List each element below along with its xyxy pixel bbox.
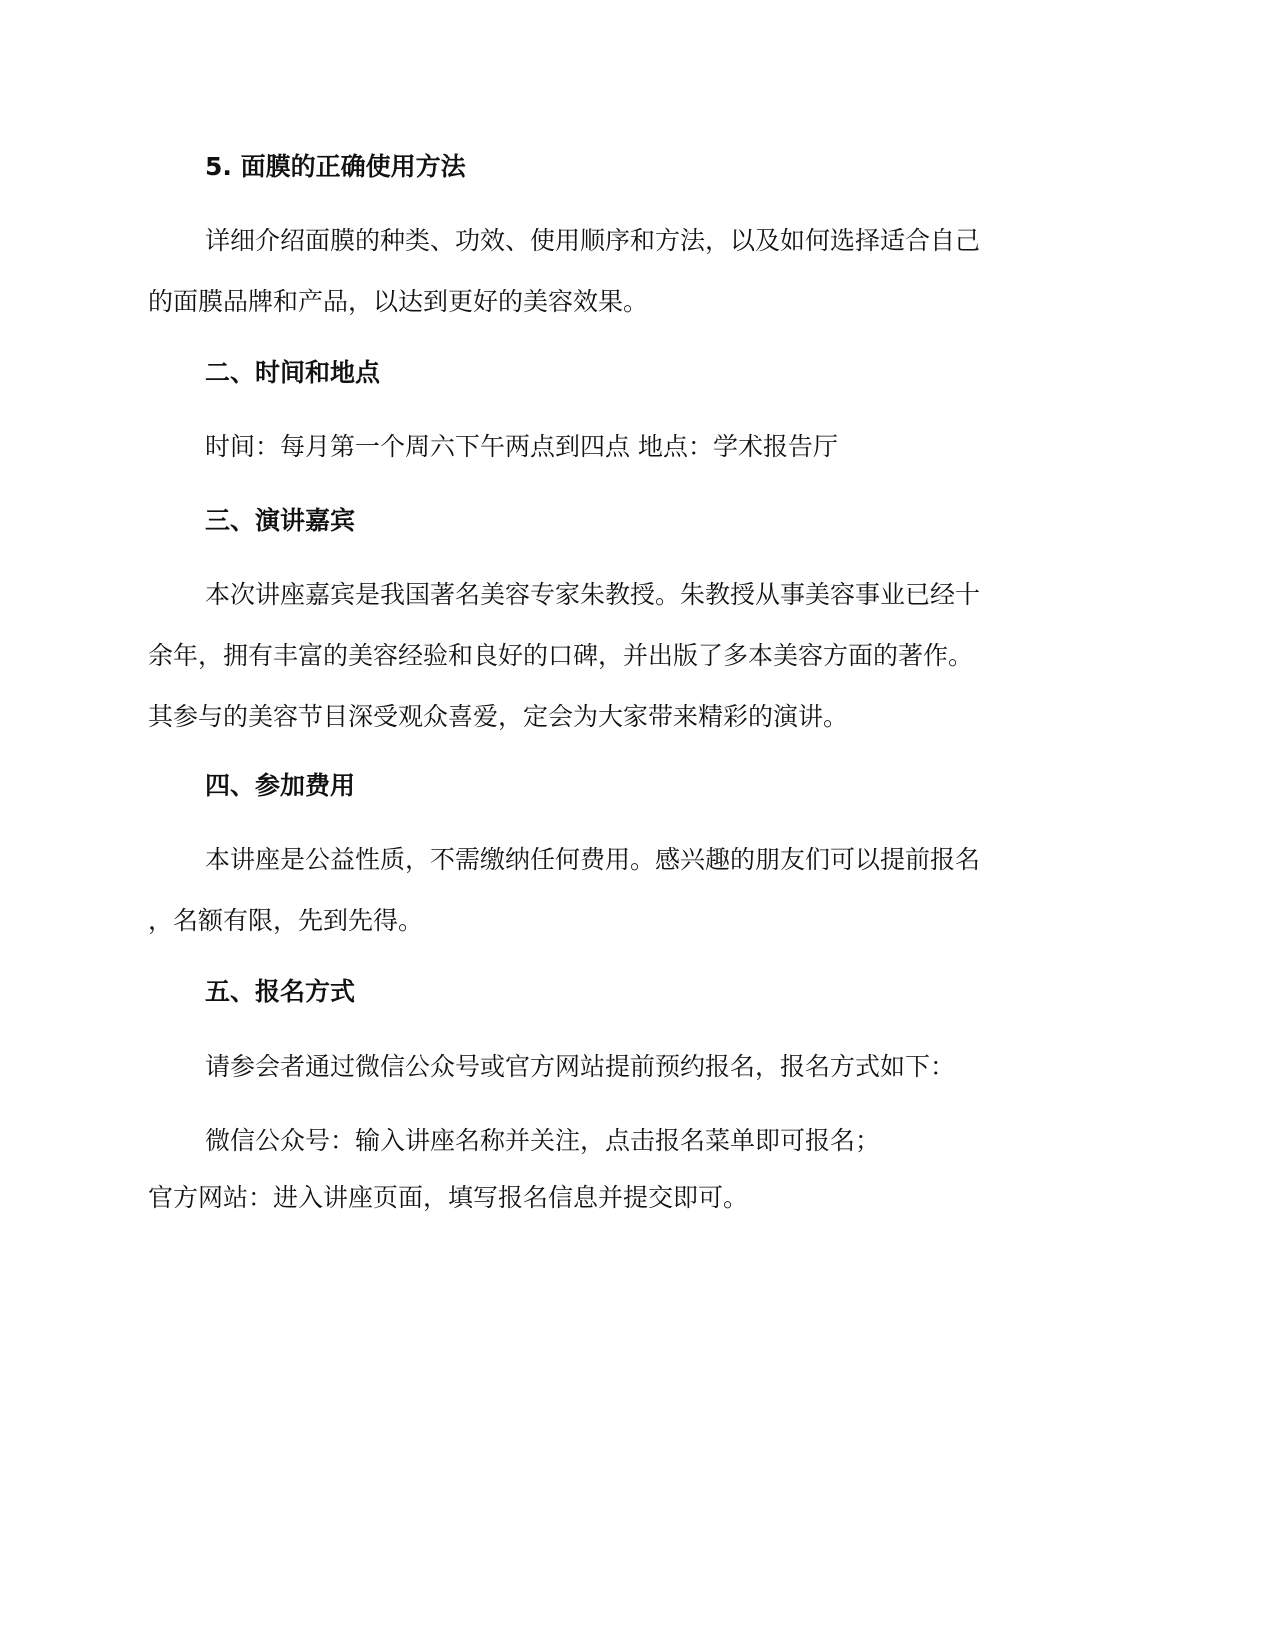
section-paragraph-mask-usage [148,226,1108,317]
section-paragraph-fee [148,845,1108,936]
paragraph-line: 其参与的美容节目深受观众喜爱，定会为大家带来精彩的演讲。 [148,702,849,731]
list-item: 官方网站：进入讲座页面，填写报名信息并提交即可。 [148,1183,749,1212]
paragraph-line: 本次讲座嘉宾是我国著名美容专家朱教授。朱教授从事美容事业已经十 [205,580,981,609]
paragraph-line: 本讲座是公益性质，不需缴纳任何费用。感兴趣的朋友们可以提前报名 [205,845,981,874]
section-heading-mask-usage: 5. 面膜的正确使用方法 [205,152,466,181]
section-heading-speaker: 三、演讲嘉宾 [205,506,356,535]
section-heading-time-place: 二、时间和地点 [205,358,381,387]
section-heading-registration: 五、报名方式 [205,977,356,1006]
section-paragraph-time-place: 时间：每月第一个周六下午两点到四点 地点：学术报告厅 [205,432,838,461]
paragraph-line: ，名额有限，先到先得。 [148,906,424,935]
registration-methods-list [148,1126,1108,1213]
paragraph-line: 详细介绍面膜的种类、功效、使用顺序和方法，以及如何选择适合自己 [205,226,981,255]
section-paragraph-registration: 请参会者通过微信公众号或官方网站提前预约报名，报名方式如下： [205,1052,956,1081]
list-item: 微信公众号：输入讲座名称并关注，点击报名菜单即可报名； [205,1126,881,1155]
paragraph-line: 的面膜品牌和产品，以达到更好的美容效果。 [148,287,649,316]
section-heading-fee: 四、参加费用 [205,771,356,800]
paragraph-line: 余年，拥有丰富的美容经验和良好的口碑，并出版了多本美容方面的著作。 [148,641,974,670]
section-paragraph-speaker [148,580,1108,732]
